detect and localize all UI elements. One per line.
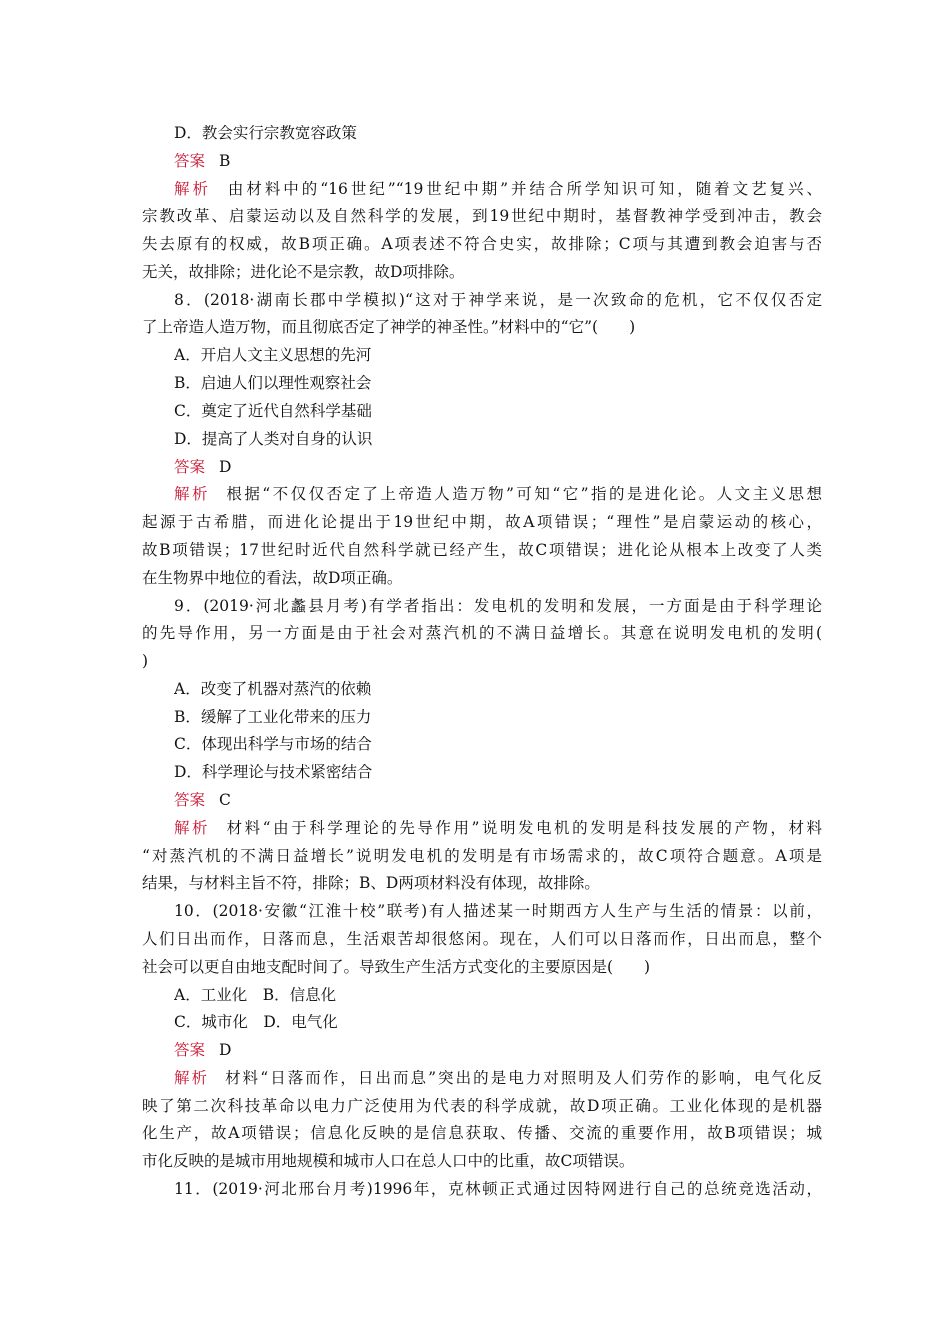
text-line: 失去原有的权威，故B项正确。A项表述不符合史实，故排除；C项与其遭到教会迫害与否 bbox=[142, 235, 822, 253]
text-line: ) bbox=[142, 652, 149, 670]
option-d: D．提高了人类对自身的认识 bbox=[174, 430, 373, 448]
text-line: “对蒸汽机的不满日益增长”说明发电机的发明是有市场需求的，故C项符合题意。A项是 bbox=[142, 847, 822, 865]
option-c: C．体现出科学与市场的结合 bbox=[174, 735, 372, 753]
option-a: A．开启人文主义思想的先河 bbox=[174, 346, 372, 364]
option-c: C．奠定了近代自然科学基础 bbox=[174, 402, 372, 420]
options-ab: A．工业化 B．信息化 bbox=[174, 986, 337, 1004]
explanation-q7: 解析 由材料中的“16世纪”“19世纪中期”并结合所学知识可知，随着文艺复兴、 bbox=[174, 180, 822, 198]
explanation-q9: 解析 材料“由于科学理论的先导作用”说明发电机的发明是科技发展的产物，材料 bbox=[174, 819, 822, 837]
text-line: 无关，故排除；进化论不是宗教，故D项排除。 bbox=[142, 263, 465, 281]
option-d: D．科学理论与技术紧密结合 bbox=[174, 763, 373, 781]
text-line: 在生物界中地位的看法，故D项正确。 bbox=[142, 569, 403, 587]
answer-q9: 答案 C bbox=[174, 791, 231, 809]
text-line: 起源于古希腊，而进化论提出于19世纪中期，故A项错误；“理性”是启蒙运动的核心， bbox=[142, 513, 822, 531]
text-line: 了上帝造人造万物，而且彻底否定了神学的神圣性。”材料中的“它”( ) bbox=[142, 318, 636, 336]
option-a: A．改变了机器对蒸汽的依赖 bbox=[174, 680, 372, 698]
text-line: 映了第二次科技革命以电力广泛使用为代表的科学成就，故D项正确。工业化体现的是机器 bbox=[142, 1097, 822, 1115]
option-d-q7: D．教会实行宗教宽容政策 bbox=[174, 124, 357, 142]
question-10: 10．(2018·安徽“江淮十校”联考)有人描述某一时期西方人生产与生活的情景：以前， bbox=[174, 902, 822, 920]
text-line: 宗教改革、启蒙运动以及自然科学的发展，到19世纪中期时，基督教神学受到冲击，教会 bbox=[142, 207, 822, 225]
question-8: 8．(2018·湖南长郡中学模拟)“这对于神学来说，是一次致命的危机，它不仅仅否定 bbox=[174, 291, 822, 309]
question-11: 11．(2019·河北邢台月考)1996年，克林顿正式通过因特网进行自己的总统竞选活动， bbox=[174, 1180, 822, 1198]
options-cd: C．城市化 D．电气化 bbox=[174, 1013, 338, 1031]
text-line: 结果，与材料主旨不符，排除；B、D两项材料没有体现，故排除。 bbox=[142, 874, 600, 892]
answer-q7: 答案 B bbox=[174, 152, 231, 170]
explanation-q10: 解析 材料“日落而作，日出而息”突出的是电力对照明及人们劳作的影响，电气化反 bbox=[174, 1069, 822, 1087]
text-line: 化生产，故A项错误；信息化反映的是信息获取、传播、交流的重要作用，故B项错误；城 bbox=[142, 1124, 822, 1142]
text-line: 社会可以更自由地支配时间了。导致生产生活方式变化的主要原因是( ) bbox=[142, 958, 651, 976]
explanation-q8: 解析 根据“不仅仅否定了上帝造人造万物”可知“它”指的是进化论。人文主义思想 bbox=[174, 485, 822, 503]
text-line: 的先导作用，另一方面是由于社会对蒸汽机的不满日益增长。其意在说明发电机的发明( bbox=[142, 624, 822, 642]
answer-q8: 答案 D bbox=[174, 458, 232, 476]
text-line: 市化反映的是城市用地规模和城市人口在总人口中的比重，故C项错误。 bbox=[142, 1152, 635, 1170]
text-line: 人们日出而作，日落而息，生活艰苦却很悠闲。现在，人们可以日落而作，日出而息，整个 bbox=[142, 930, 822, 948]
question-9: 9．(2019·河北蠡县月考)有学者指出：发电机的发明和发展，一方面是由于科学理论 bbox=[174, 597, 822, 615]
option-b: B．启迪人们以理性观察社会 bbox=[174, 374, 372, 392]
option-b: B．缓解了工业化带来的压力 bbox=[174, 708, 372, 726]
answer-q10: 答案 D bbox=[174, 1041, 232, 1059]
text-line: 故B项错误；17世纪时近代自然科学就已经产生，故C项错误；进化论从根本上改变了人类 bbox=[142, 541, 822, 559]
